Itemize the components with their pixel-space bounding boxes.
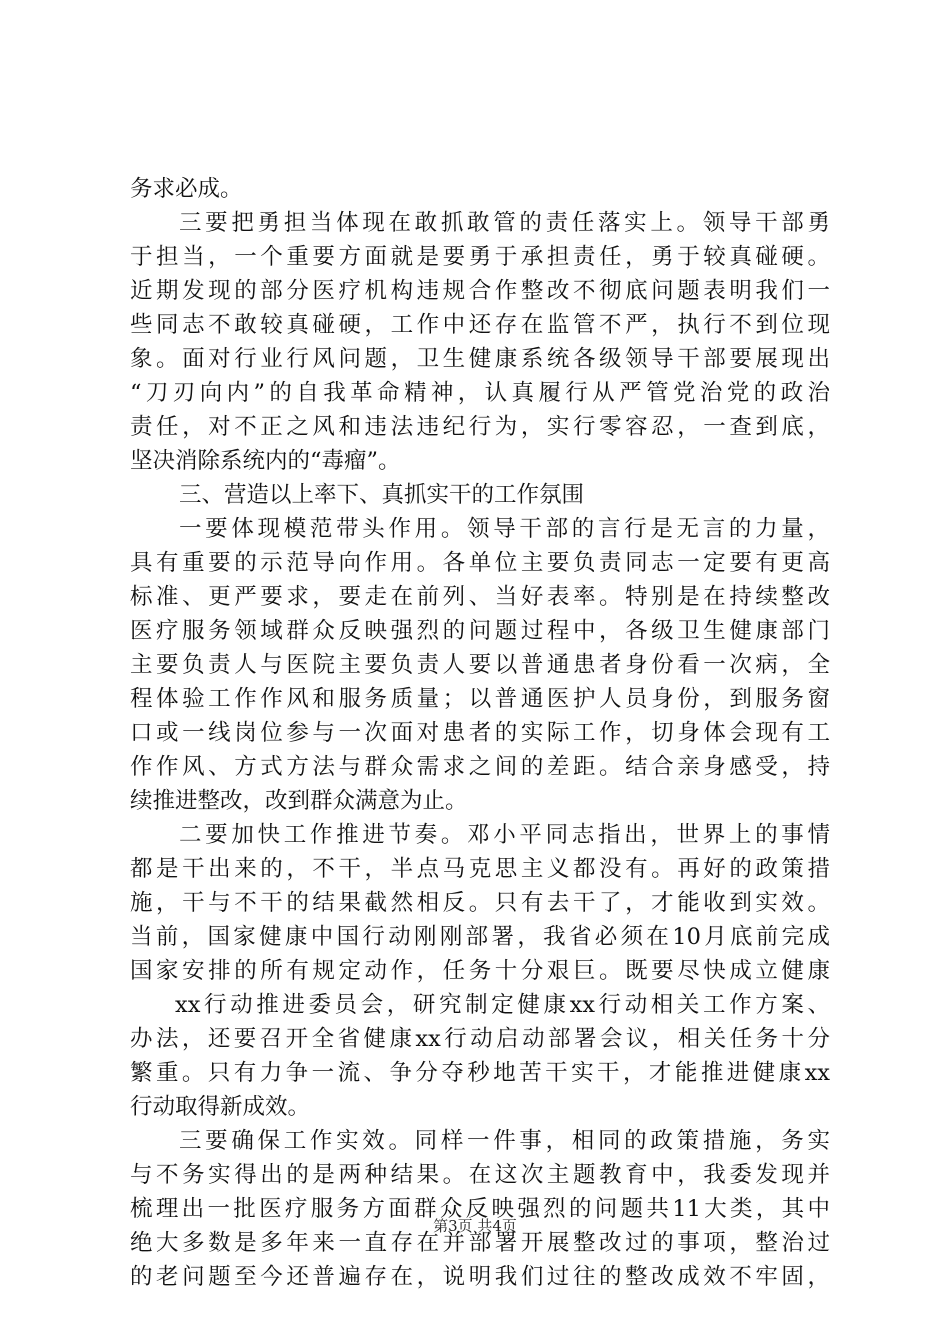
paragraph-line: “刀刃向内”的自我革命精神，认真履行从严管党治党的政治	[130, 380, 830, 406]
paragraph-line: 二要加快工作推进节奏。邓小平同志指出，世界上的事情	[179, 822, 830, 848]
paragraph-line: 三要把勇担当体现在敢抓敢管的责任落实上。领导干部勇	[179, 210, 830, 236]
paragraph-line: 梳理出一批医疗服务方面群众反映强烈的问题共11大类，其中	[130, 1196, 830, 1222]
paragraph-line: 于担当，一个重要方面就是要勇于承担责任，勇于较真碰硬。	[130, 244, 830, 270]
paragraph-line: 都是干出来的，不干，半点马克思主义都没有。再好的政策措	[130, 856, 830, 882]
paragraph-line: 坚决消除系统内的“毒瘤”。	[130, 448, 401, 474]
paragraph-line: 主要负责人与医院主要负责人要以普通患者身份看一次病，全	[130, 652, 830, 678]
paragraph-line: 办法，还要召开全省健康xx行动启动部署会议，相关任务十分	[130, 1026, 830, 1052]
paragraph-line: 医疗服务领域群众反映强烈的问题过程中，各级卫生健康部门	[130, 618, 830, 644]
section-heading: 三、营造以上率下、真抓实干的工作氛围	[179, 482, 585, 508]
paragraph-line: 续推进整改，改到群众满意为止。	[130, 788, 468, 814]
paragraph-line: 的老问题至今还普遍存在，说明我们过往的整改成效不牢固，	[130, 1264, 830, 1290]
paragraph-line: 标准、更严要求，要走在前列、当好表率。特别是在持续整改	[130, 584, 830, 610]
page-number-footer: 第3页 共4页	[433, 1217, 517, 1235]
paragraph-line: 施，干与不干的结果截然相反。只有去干了，才能收到实效。	[130, 890, 830, 916]
paragraph-line: 近期发现的部分医疗机构违规合作整改不彻底问题表明我们一	[130, 278, 830, 304]
paragraph-line: 些同志不敢较真碰硬，工作中还存在监管不严，执行不到位现	[130, 312, 830, 338]
paragraph-line: 与不务实得出的是两种结果。在这次主题教育中，我委发现并	[130, 1162, 830, 1188]
paragraph-line: 口或一线岗位参与一次面对患者的实际工作，切身体会现有工	[130, 720, 830, 746]
paragraph-line: 一要体现模范带头作用。领导干部的言行是无言的力量，	[179, 516, 830, 542]
document-body	[130, 172, 830, 1294]
paragraph-line: 作作风、方式方法与群众需求之间的差距。结合亲身感受，持	[130, 754, 830, 780]
paragraph-line: 繁重。只有力争一流、争分夺秒地苦干实干，才能推进健康xx	[130, 1060, 830, 1086]
paragraph-line: 绝大多数是多年来一直存在并部署开展整改过的事项，整治过	[130, 1230, 830, 1256]
paragraph-line: 具有重要的示范导向作用。各单位主要负责同志一定要有更高	[130, 550, 830, 576]
paragraph-line: 程体验工作作风和服务质量；以普通医护人员身份，到服务窗	[130, 686, 830, 712]
paragraph-line: 行动取得新成效。	[130, 1094, 311, 1120]
paragraph-line: xx行动推进委员会，研究制定健康xx行动相关工作方案、	[175, 992, 830, 1018]
paragraph-line: 三要确保工作实效。同样一件事，相同的政策措施，务实	[179, 1128, 830, 1154]
paragraph-line: 责任，对不正之风和违法违纪行为，实行零容忍，一查到底，	[130, 414, 830, 440]
paragraph-line: 国家安排的所有规定动作，任务十分艰巨。既要尽快成立健康	[130, 958, 830, 984]
paragraph-line: 务求必成。	[130, 176, 243, 202]
paragraph-line: 象。面对行业行风问题，卫生健康系统各级领导干部要展现出	[130, 346, 830, 372]
paragraph-line: 当前，国家健康中国行动刚刚部署，我省必须在10月底前完成	[130, 924, 830, 950]
